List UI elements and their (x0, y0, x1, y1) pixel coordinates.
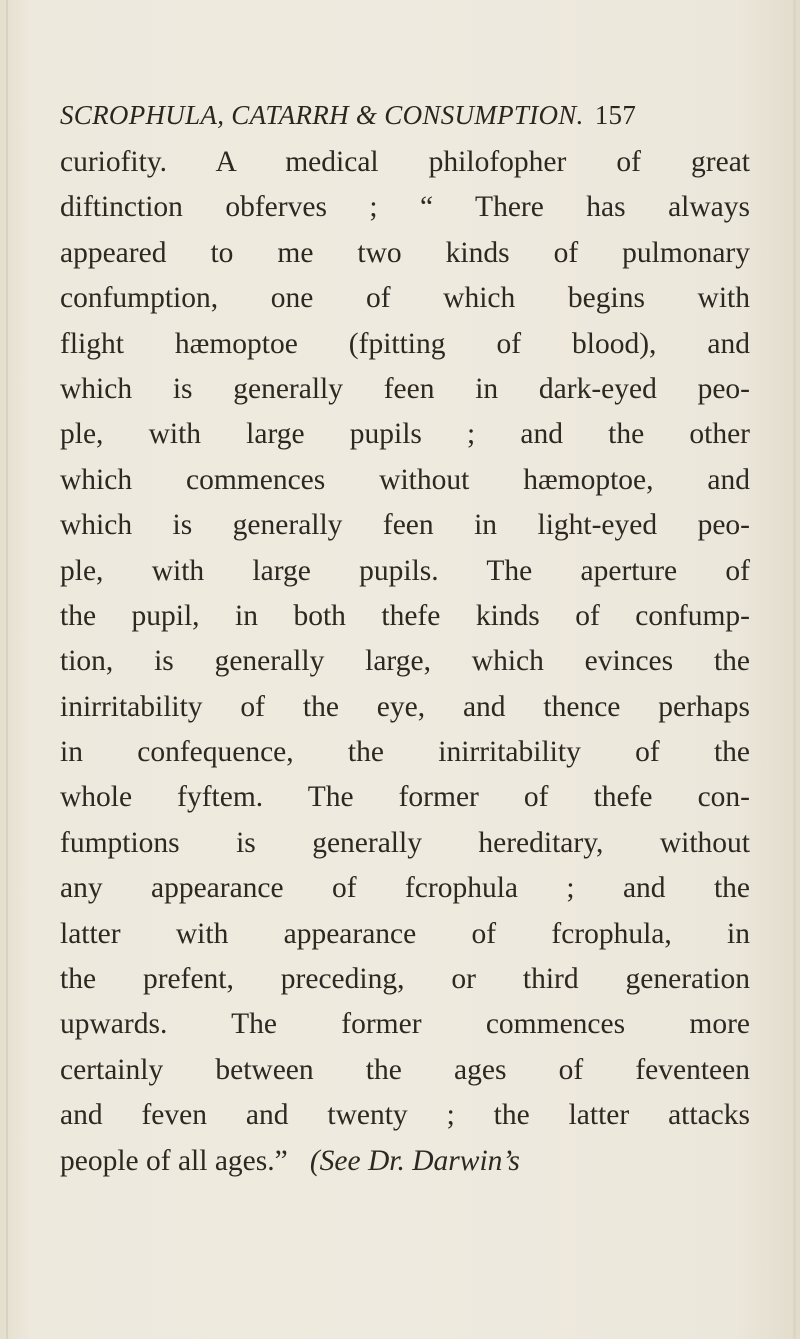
text-line-last-plain: people of all ages.” (60, 1144, 288, 1177)
text-line: curiofity. A medical philofopher of great (60, 146, 750, 178)
text-line: confumption, one of which begins with (60, 282, 750, 315)
text-line: ple, with large pupils ; and the other (60, 418, 750, 451)
running-title: SCROPHULA, CATARRH & CONSUMPTION. (60, 100, 584, 130)
text-line: the prefent, preceding, or third generation (60, 963, 750, 996)
text-line: ple, with large pupils. The aperture of (60, 554, 750, 587)
text-line: which is generally feen in dark-eyed peo- (60, 372, 750, 405)
text-line: and feven and twenty ; the latter attacks (60, 1099, 750, 1132)
running-header (60, 100, 740, 131)
text-line: inirritability of the eye, and thence perhaps (60, 690, 750, 723)
text-line: certainly between the ages of feventeen (60, 1053, 750, 1086)
text-line: tion, is generally large, which evinces the (60, 645, 750, 678)
page-edge-left (6, 0, 8, 1339)
text-line-last (60, 1139, 750, 1184)
text-line: in confequence, the inirritability of the (60, 736, 750, 769)
text-line: diftinction obferves ; “ There has always (60, 191, 750, 224)
page-number: 157 (594, 100, 637, 130)
text-line: fumptions is generally hereditary, without (60, 826, 750, 859)
page-edge-right (793, 0, 796, 1339)
text-line: any appearance of fcrophula ; and the (60, 872, 750, 905)
text-line: appeared to me two kinds of pulmonary (60, 236, 750, 269)
body-text (60, 140, 750, 1184)
text-line: which commences without hæmoptoe, and (60, 463, 750, 496)
text-line: the pupil, in both thefe kinds of confump- (60, 599, 750, 632)
text-line: flight hæmoptoe (fpitting of blood), and (60, 327, 750, 360)
text-line: latter with appearance of fcrophula, in (60, 917, 750, 950)
citation-italic: (See Dr. Darwin’s (309, 1144, 520, 1177)
text-line: upwards. The former commences more (60, 1008, 750, 1041)
text-line: which is generally feen in light-eyed peo- (60, 509, 750, 542)
text-line: whole fyftem. The former of thefe con- (60, 781, 750, 814)
